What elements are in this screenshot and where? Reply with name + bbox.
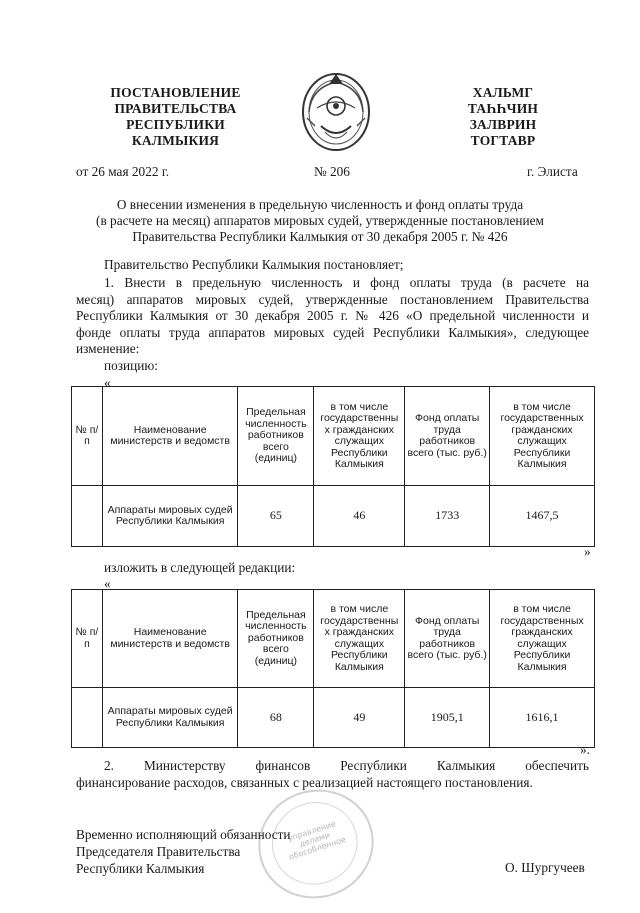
- header-left-line: ПРАВИТЕЛЬСТВА: [114, 101, 237, 116]
- cell-limit: 68: [238, 688, 314, 748]
- signature-block: [76, 826, 291, 877]
- header-fund-civil: в том числе государственных гражданских служащих Республики Калмыкия: [490, 590, 595, 688]
- title-line: О внесении изменения в предельную численность и фонд оплаты труда: [116, 197, 524, 212]
- signature-line: Временно исполняющий обязанности: [76, 827, 291, 842]
- title-line: (в расчете на месяц) аппаратов мировых судей, утвержденные постановлением: [96, 213, 544, 228]
- paragraph-line: Республики Калмыкия от 30 декабря 2005 г. № 426 «О предельной численности и: [76, 308, 589, 323]
- cell-name: Аппараты мировых судей Республики Калмыкия: [102, 688, 238, 748]
- header-left-line: ПОСТАНОВЛЕНИЕ: [110, 85, 241, 100]
- header-fund-civil: в том числе государственных гражданских служащих Республики Калмыкия: [490, 387, 595, 486]
- cell-civil: 49: [314, 688, 405, 748]
- header-name: Наименование министерств и ведомств: [102, 387, 238, 486]
- paragraph-line: месяц) аппаратов мировых судей, утвержденные постановлением Правительства: [76, 291, 589, 307]
- paragraph-1: [76, 275, 589, 358]
- header-name: Наименование министерств и ведомств: [102, 590, 238, 688]
- close-quote: »: [584, 544, 591, 559]
- signature-line: Республики Калмыкия: [76, 861, 205, 876]
- header-right-line: ТАҺҺЧИН: [467, 101, 539, 116]
- cell-fund: 1905,1: [405, 688, 490, 748]
- table-row: [72, 486, 595, 547]
- document-city: г. Элиста: [527, 164, 578, 179]
- header-right-line: ХАЛЬМГ: [472, 85, 534, 100]
- cell-civil: 46: [314, 486, 405, 547]
- document-title: [70, 197, 570, 245]
- replace-label: изложить в следующей редакции:: [104, 560, 296, 575]
- stamp-text: управление делами обособленное: [286, 819, 347, 862]
- header-limit: Предельная численность работников всего (единиц): [238, 387, 314, 486]
- cell-num: [72, 688, 103, 748]
- header-left: [88, 85, 263, 149]
- cell-num: [72, 486, 103, 547]
- paragraph-line: 1. Внести в предельную численность и фонд оплаты труда (в расчете на: [104, 275, 589, 290]
- cell-fund-civil: 1616,1: [490, 688, 595, 748]
- header-civil: в том числе государственны х гражданских служащих Республики Калмыкия: [314, 387, 405, 486]
- header-right-line: ЗАЛВРИН: [469, 117, 537, 132]
- paragraph-line: изменение:: [76, 341, 140, 356]
- header-civil: в том числе государственны х гражданских служащих Республики Калмыкия: [314, 590, 405, 688]
- document-number: № 206: [314, 164, 350, 179]
- paragraph-line: финансирование расходов, связанных с реализацией настоящего постановления.: [76, 774, 533, 790]
- position-label: позицию:: [104, 358, 158, 373]
- table-header-row: [72, 590, 595, 688]
- header-fund: Фонд оплаты труда работников всего (тыс. руб.): [405, 590, 490, 688]
- cell-fund-civil: 1467,5: [490, 486, 595, 547]
- header-fund: Фонд оплаты труда работников всего (тыс. руб.): [405, 387, 490, 486]
- cell-limit: 65: [238, 486, 314, 547]
- coat-of-arms-emblem: [297, 68, 375, 154]
- header-right: [448, 85, 558, 149]
- cell-name: Аппараты мировых судей Республики Калмыкия: [102, 486, 238, 547]
- cell-fund: 1733: [405, 486, 490, 547]
- table-header-row: [72, 387, 595, 486]
- header-left-line: РЕСПУБЛИКИ: [126, 117, 225, 132]
- header-limit: Предельная численность работников всего (единиц): [238, 590, 314, 688]
- paragraph-line: фонде оплаты труда аппаратов мировых судей Республики Калмыкия», следующее: [76, 324, 589, 340]
- open-quote: «: [104, 375, 111, 390]
- header-right-line: ТОГТАВР: [470, 133, 536, 148]
- header-num: № п/п: [72, 590, 103, 688]
- document-date: от 26 мая 2022 г.: [76, 164, 170, 179]
- close-quote-period: ».: [580, 742, 590, 757]
- table-row: [72, 688, 595, 748]
- paragraph-line: 2. Министерству финансов Республики Калмыкия обеспечить: [104, 758, 589, 773]
- signature-line: Председателя Правительства: [76, 844, 241, 859]
- signatory-name: О. Шургучеев: [505, 860, 585, 875]
- positions-table-new: [71, 589, 595, 748]
- positions-table-old: [71, 386, 595, 547]
- open-quote: «: [104, 576, 111, 591]
- title-line: Правительства Республики Калмыкия от 30 декабря 2005 г. № 426: [132, 229, 508, 244]
- header-num: № п/п: [72, 387, 103, 486]
- header-left-line: КАЛМЫКИЯ: [131, 133, 220, 148]
- intro-text: Правительство Республики Калмыкия постановляет;: [104, 257, 404, 272]
- paragraph-2: [76, 758, 589, 791]
